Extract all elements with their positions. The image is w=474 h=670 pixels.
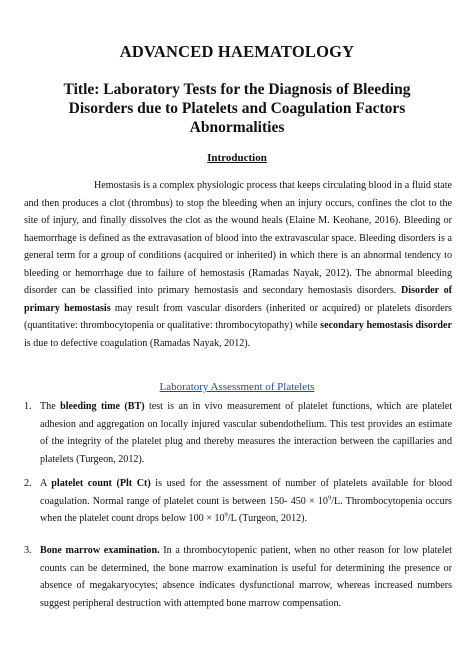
- introduction-heading: Introduction: [207, 152, 267, 164]
- intro-text-3: is due to defective coagulation (Ramadas Nayak, 2012).: [24, 337, 251, 349]
- item-bold-term: platelet count (Plt Ct): [51, 478, 151, 489]
- item-text-body-c: /L (Turgeon, 2012).: [227, 513, 308, 524]
- item-text-pre: A: [40, 478, 52, 489]
- list-item-text: [40, 398, 452, 468]
- intro-text-2: may result from vascular disorders (inherited or acquired) or platelets disorders (quantitative: thrombocytopenia or qualitative: thrombocytopathy) while: [24, 302, 452, 331]
- list-item-bleeding-time: [24, 398, 452, 468]
- superscript: 9: [224, 511, 228, 519]
- list-item-text: [40, 542, 452, 612]
- item-text-body: test is an in vivo measurement of platelet functions, which are platelet adhesion and aggregation on locally injured vascular subendothelium. This test provides an estimate of the integrity of the platelet plug and thereby measures the interaction between the capillaries and platelets (Turgeon, 2012).: [40, 401, 453, 465]
- lab-assessment-heading: Laboratory Assessment of Platelets: [159, 381, 315, 393]
- intro-text-1: Hemostasis is a complex physiologic process that keeps circulating blood in a fluid state and then produces a clot (thrombus) to stop the bleeding when an injury occurs, confines the clot to the site of injury, and finally dissolves the clot as the wound heals (Elaine M. Keohane, 2016). Bleeding or haemorrhage is defined as the extravasation of blood into the extravascular space. Bleeding disorders is a general term for a group of conditions (acquired or inherited) in which there is an abnormal tendency to bleeding or hemorrhage due to failure of hemostasis (Ramadas Nayak, 2012). The abnormal bleeding disorder can be classified into primary hemostasis and secondary hemostasis disorders.: [24, 180, 452, 296]
- item-text-body-b: /L. Thrombocytopenia occurs when the platelet count drops below 100 × 10: [40, 495, 452, 524]
- intro-bold-secondary: secondary hemostasis disorder: [320, 320, 452, 331]
- list-number: 2.: [24, 478, 32, 489]
- superscript: 9: [327, 494, 332, 502]
- list-item-text: [40, 475, 452, 528]
- item-text-body-a: is used for the assessment of number of platelets available for blood coagulation. Normal range of platelet count is between 150- 450 × 10: [40, 478, 453, 507]
- intro-bold-primary: Disorder of primary hemostasis: [24, 285, 453, 314]
- document-title: Title: Laboratory Tests for the Diagnosis of Bleeding Disorders due to Platelets and Coagulation Factors Abnormalities: [63, 81, 411, 136]
- list-number: 1.: [24, 401, 32, 412]
- introduction-paragraph: [24, 177, 452, 352]
- item-text-pre: The: [40, 401, 61, 412]
- list-number: 3.: [24, 545, 32, 556]
- item-bold-term: bleeding time (BT): [60, 401, 145, 412]
- item-text-body: In a thrombocytopenic patient, when no other reason for low platelet counts can be determined, the bone marrow examination is useful for determining the presence or absence of megakaryocytes; absence indicates dysfunctional marrow, whereas increased numbers suggest peripheral destruction with attempted bone marrow compensation.: [40, 545, 452, 609]
- list-item-bone-marrow: [24, 542, 452, 612]
- item-bold-term: Bone marrow examination.: [40, 545, 160, 556]
- course-heading: ADVANCED HAEMATOLOGY: [119, 42, 355, 61]
- list-item-platelet-count: [24, 475, 452, 528]
